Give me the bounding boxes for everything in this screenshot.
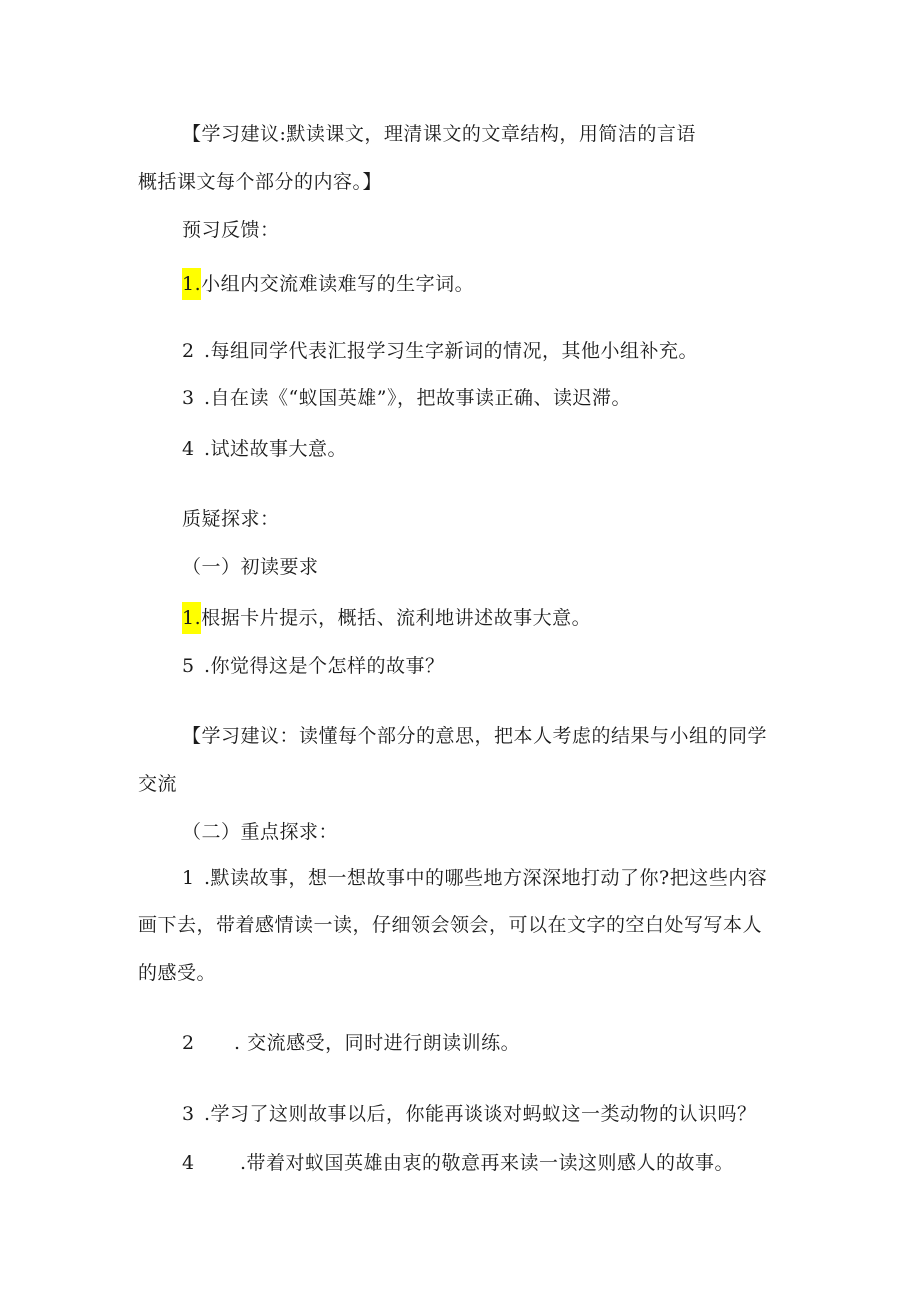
sub2-item-2 — [182, 1031, 520, 1055]
sub-section-2-heading: （二）重点探求： — [182, 821, 339, 843]
sub2-item-3 — [182, 1102, 757, 1126]
sub2-item-1-line-1 — [182, 866, 767, 890]
sub2-item-4 — [182, 1151, 734, 1175]
sub1-item-1 — [182, 602, 591, 634]
item-number: 2 — [182, 340, 195, 362]
item-number: 5 — [182, 655, 195, 677]
highlighted-number: 1. — [182, 602, 201, 634]
sub1-item-2-text: .你觉得这是个怎样的故事？ — [204, 655, 445, 677]
preview-item-3-text: .自在读《“蚁国英雄”》，把故事读正确、读迟滞。 — [204, 387, 631, 409]
item-number: 1 — [182, 867, 195, 889]
inquiry-heading: 质疑探求： — [182, 508, 280, 530]
preview-item-1 — [182, 268, 474, 300]
sub1-item-1-text: 根据卡片提示，概括、流利地讲述故事大意。 — [201, 607, 592, 629]
sub2-item-1-line-2: 画下去，带着感情读一读，仔细领会领会，可以在文字的空白处写写本人 — [138, 914, 763, 936]
item-number: 3 — [182, 1103, 195, 1125]
sub2-item-1-text: .默读故事，想一想故事中的哪些地方深深地打动了你?把这些内容 — [204, 867, 768, 889]
preview-item-2 — [182, 339, 698, 363]
sub2-item-3-text: .学习了这则故事以后，你能再谈谈对蚂蚁这一类动物的认识吗？ — [204, 1103, 757, 1125]
sub2-item-2-text: . 交流感受，同时进行朗读训练。 — [234, 1032, 521, 1054]
item-number: 2 — [182, 1032, 195, 1054]
study-tip-2-line-1: 【学习建议：读懂每个部分的意思，把本人考虑的结果与小组的同学 — [182, 725, 768, 747]
preview-item-4-text: .试述故事大意。 — [204, 438, 348, 460]
item-number: 4 — [182, 1152, 195, 1174]
preview-item-4 — [182, 437, 347, 461]
study-tip-2-line-2: 交流 — [138, 773, 178, 795]
sub2-item-4-text: .带着对蚁国英雄由衷的敬意再来读一读这则感人的故事。 — [240, 1152, 735, 1174]
preview-item-2-text: .每组同学代表汇报学习生字新词的情况，其他小组补充。 — [204, 340, 699, 362]
sub1-item-2 — [182, 654, 445, 678]
preview-heading: 预习反馈： — [182, 219, 280, 241]
sub-section-1-heading: （一）初读要求 — [182, 556, 319, 578]
sub2-item-1-line-3: 的感受。 — [138, 962, 217, 984]
item-number: 3 — [182, 387, 195, 409]
preview-item-1-text: 小组内交流难读难写的生字词。 — [201, 273, 475, 295]
preview-item-3 — [182, 386, 631, 410]
study-tip-1-line-1: 【学习建议:默读课文，理清课文的文章结构，用简洁的言语 — [182, 123, 696, 145]
study-tip-1-line-2: 概括课文每个部分的内容。】 — [138, 171, 383, 193]
item-number: 4 — [182, 438, 195, 460]
highlighted-number: 1. — [182, 268, 201, 300]
